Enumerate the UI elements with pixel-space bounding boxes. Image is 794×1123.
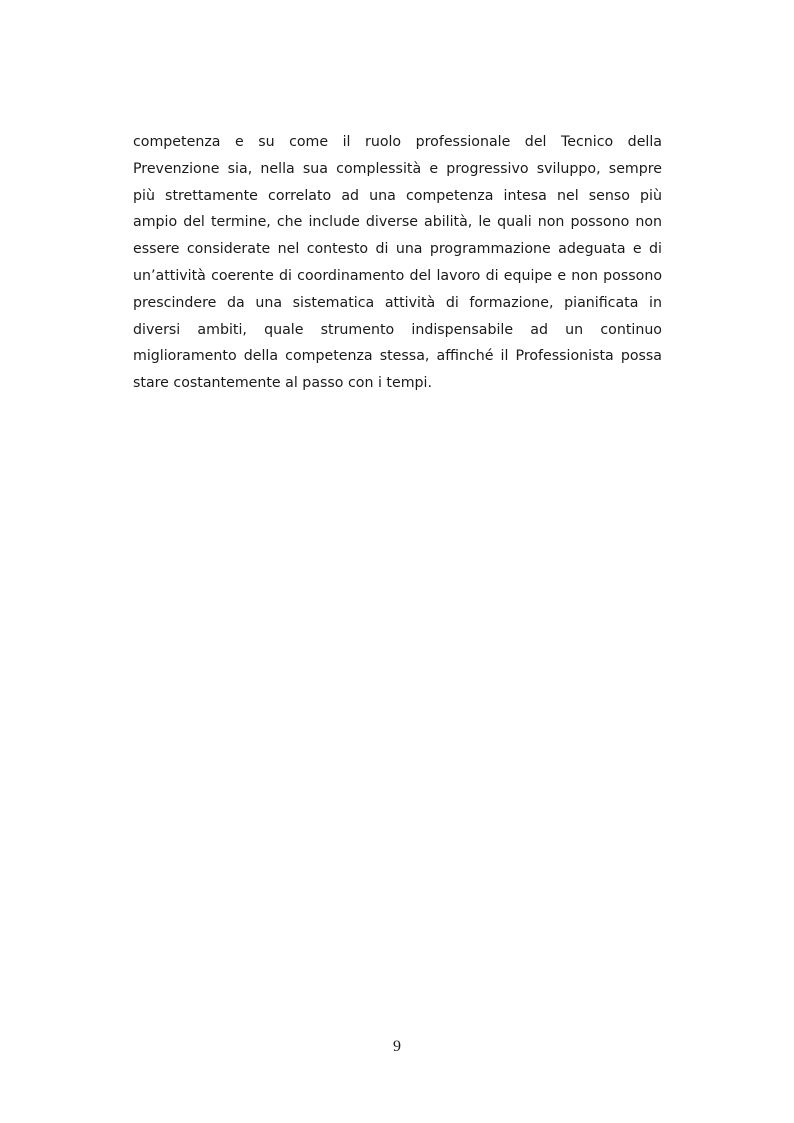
paragraph-line: Prevenzione sia, nella sua complessità e progressivo sviluppo, sempre xyxy=(133,160,662,177)
paragraph-line: competenza e su come il ruolo professionale del Tecnico della xyxy=(133,134,662,150)
paragraph-line: essere considerate nel contesto di una programmazione adeguata e di xyxy=(133,241,662,258)
body-paragraph xyxy=(133,129,662,397)
paragraph-line: miglioramento della competenza stessa, affinché il Professionista possa xyxy=(133,348,662,365)
paragraph-line: diversi ambiti, quale strumento indispensabile ad un continuo xyxy=(133,321,662,338)
paragraph-line: stare costantemente al passo con i tempi. xyxy=(133,375,432,392)
paragraph-line: più strettamente correlato ad una competenza intesa nel senso più xyxy=(133,187,662,204)
paragraph-line: ampio del termine, che include diverse abilità, le quali non possono non xyxy=(133,214,662,231)
paragraph-line: prescindere da una sistematica attività di formazione, pianificata in xyxy=(133,294,662,311)
paragraph-line: un’attività coerente di coordinamento del lavoro di equipe e non possono xyxy=(133,267,662,284)
page-number: 9 xyxy=(393,1038,401,1055)
